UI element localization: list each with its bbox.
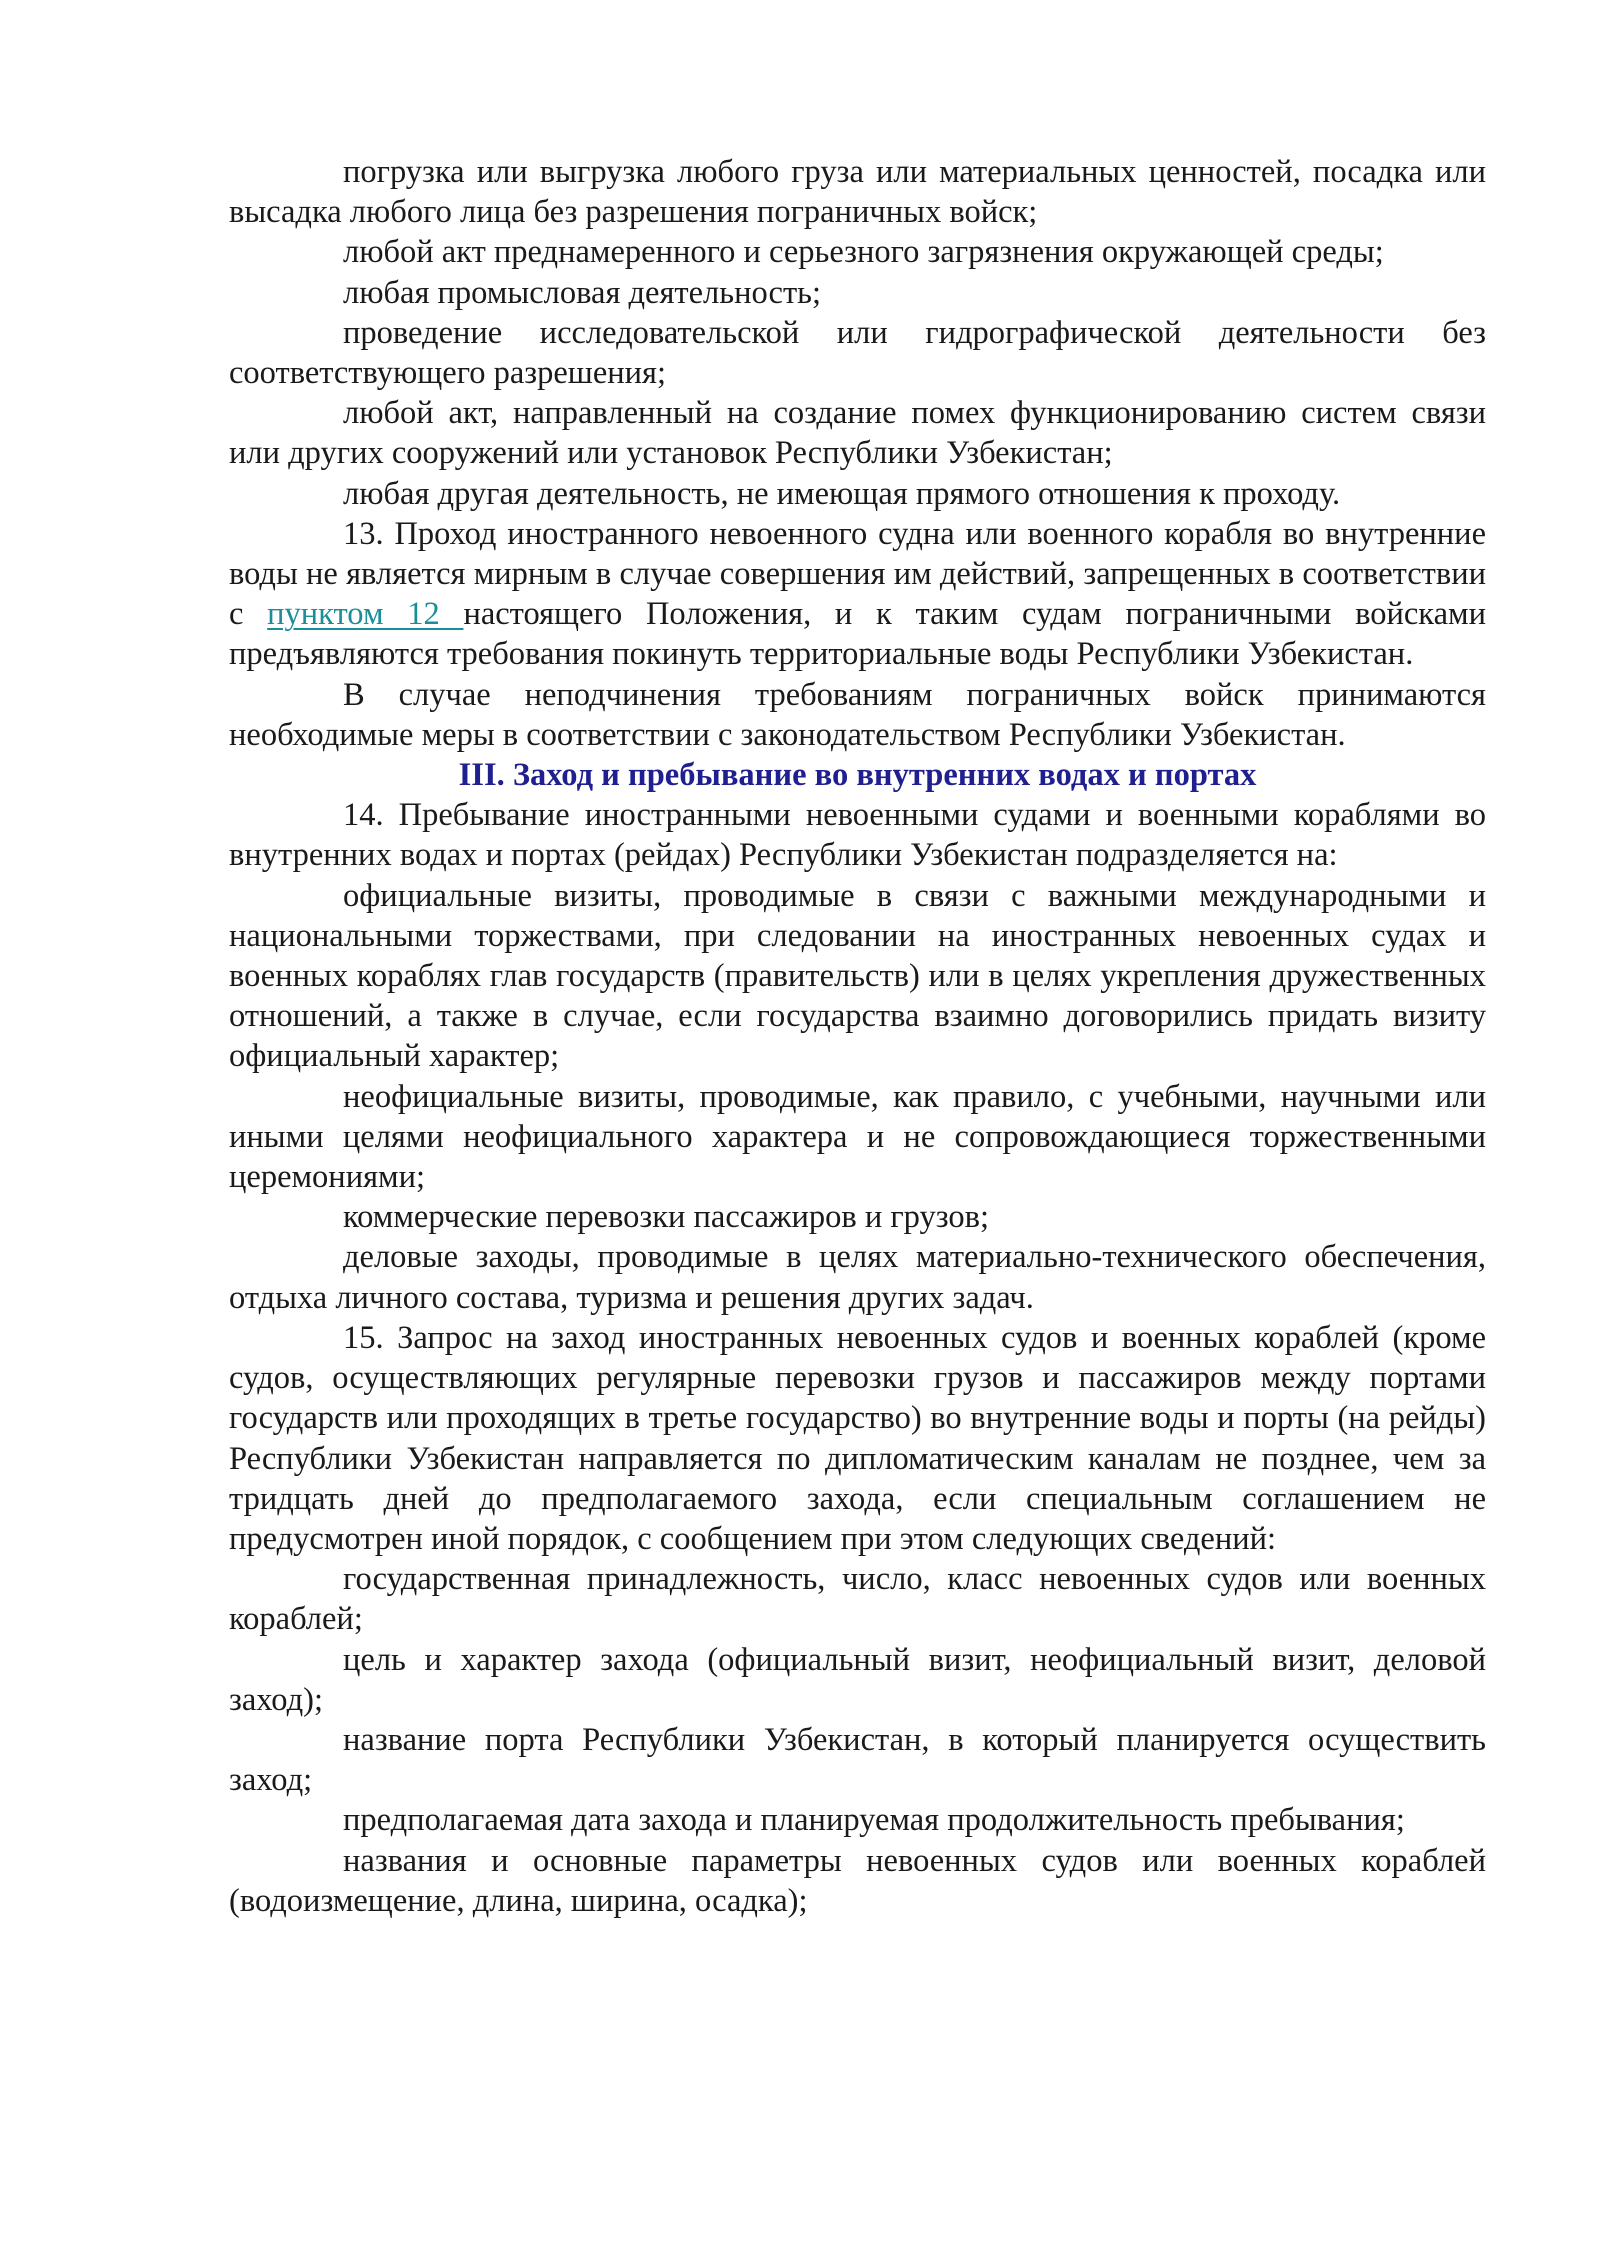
paragraph-interference: любой акт, направленный на создание помех функционированию систем связи или других сооружений или установок Республики Узбекистан; <box>229 395 1486 472</box>
paragraph-cargo-loading: погрузка или выгрузка любого груза или материальных ценностей, посадка или высадка любого лица без разрешения пограничных войск; <box>229 154 1486 231</box>
paragraph-vessel-parameters: названия и основные параметры невоенных судов или военных кораблей (водоизмещение, длина, ширина, осадка); <box>229 1842 1486 1919</box>
section-heading: III. Заход и пребывание во внутренних водах и портах <box>458 757 1257 794</box>
paragraph-13-text-before: 13. Проход иностранного невоенного судна или военного корабля во внутренние воды не является мирным в случае совершения им действий, запрещенных в соответствии с <box>229 515 1486 633</box>
paragraph-official-visits: официальные визиты, проводимые в связи с важными международными и национальными торжествами, при следовании на иностранных невоенных судах и военных кораблях глав государств (правительств) или в целях укрепления дружественных отношений, а также в случае, если государства взаимно договорились придать визиту официальный характер; <box>229 877 1486 1075</box>
paragraph-nationality: государственная принадлежность, число, класс невоенных судов или военных кораблей; <box>229 1561 1486 1638</box>
paragraph-unofficial-visits: неофициальные визиты, проводимые, как правило, с учебными, научными или иными целями неофициального характера и не сопровождающиеся торжественными церемониями; <box>229 1078 1486 1196</box>
paragraph-port-name: название порта Республики Узбекистан, в который планируется осуществить заход; <box>229 1721 1486 1799</box>
paragraph-business-calls: деловые заходы, проводимые в целях материально-технического обеспечения, отдыха личного состава, туризма и решения других задач. <box>229 1239 1486 1316</box>
paragraph-pollution: любой акт преднамеренного и серьезного загрязнения окружающей среды; <box>343 234 1384 271</box>
point-12-link[interactable]: пунктом 12 <box>267 596 464 633</box>
document-page <box>229 152 1486 1921</box>
paragraph-14: 14. Пребывание иностранными невоенными судами и военными кораблями во внутренних водах и портах (рейдах) Республики Узбекистан подразделяется на: <box>229 797 1486 874</box>
paragraph-13-text-after: настоящего Положения, и к таким судам пограничными войсками предъявляются требования покинуть территориальные воды Республики Узбекистан. <box>229 596 1486 673</box>
paragraph-purpose: цель и характер захода (официальный визит, неофициальный визит, деловой заход); <box>229 1641 1486 1718</box>
paragraph-research: проведение исследовательской или гидрографической деятельности без соответствующего разрешения; <box>229 314 1486 392</box>
paragraph-commercial: коммерческие перевозки пассажиров и грузов; <box>343 1199 990 1236</box>
paragraph-fishing: любая промысловая деятельность; <box>343 274 822 311</box>
paragraph-arrival-date: предполагаемая дата захода и планируемая продолжительность пребывания; <box>343 1802 1405 1839</box>
paragraph-other-activity: любая другая деятельность, не имеющая прямого отношения к проходу. <box>343 475 1341 512</box>
paragraph-13 <box>229 514 1486 675</box>
paragraph-13-noncompliance: В случае неподчинения требованиям пограничных войск принимаются необходимые меры в соответствии с законодательством Республики Узбекистан. <box>229 676 1486 753</box>
paragraph-15: 15. Запрос на заход иностранных невоенных судов и военных кораблей (кроме судов, осуществляющих регулярные перевозки грузов и пассажиров между портами государств или проходящих в третье государство) во внутренние воды и порты (на рейды) Республики Узбекистан направляется по дипломатическим каналам не позднее, чем за тридцать дней до предполагаемого захода, если специальным соглашением не предусмотрен иной порядок, с сообщением при этом следующих сведений: <box>229 1319 1486 1557</box>
